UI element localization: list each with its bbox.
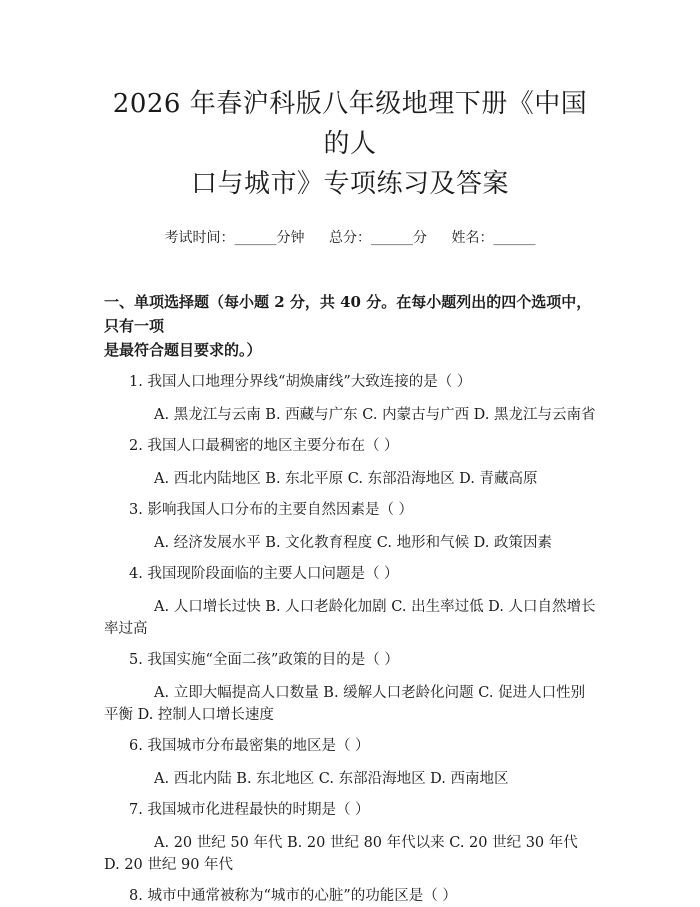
exam-meta xyxy=(104,228,596,248)
question-3 xyxy=(104,499,596,554)
question-stem: 5. 我国实施“全面二孩”政策的目的是（ ） xyxy=(129,652,399,668)
exam-name: 姓名：______ xyxy=(451,230,536,246)
question-5 xyxy=(104,649,596,726)
question-6 xyxy=(104,735,596,790)
title-line-1: 2026 年春沪科版八年级地理下册《中国的人 xyxy=(112,89,588,159)
question-4 xyxy=(104,563,596,640)
question-stem: 7. 我国城市化进程最快的时期是（ ） xyxy=(129,802,370,818)
question-stem: 8. 城市中通常被称为“城市的心脏”的功能区是（ ） xyxy=(129,888,457,904)
question-stem: 6. 我国城市分布最密集的地区是（ ） xyxy=(129,738,370,754)
exam-time: 考试时间：______分钟 xyxy=(164,230,305,246)
question-1 xyxy=(104,371,596,426)
section-heading-line-2: 是最符合题目要求的。） xyxy=(104,341,262,359)
question-8 xyxy=(104,885,596,907)
section-heading-line-1: 一、单项选择题（每小题 2 分，共 40 分。在每小题列出的四个选项中，只有一项 xyxy=(104,293,592,335)
question-options: A. 经济发展水平 B. 文化教育程度 C. 地形和气候 D. 政策因素 xyxy=(154,535,553,551)
question-7 xyxy=(104,799,596,876)
question-options: A. 20 世纪 50 年代 B. 20 世纪 80 年代以来 C. 20 世纪 30 年代 D. 20 世纪 90 年代 xyxy=(104,835,578,873)
title-line-2: 口与城市》专项练习及答案 xyxy=(190,169,509,199)
exam-score: 总分：______分 xyxy=(329,230,427,246)
question-options: A. 西北内陆地区 B. 东北平原 C. 东部沿海地区 D. 青藏高原 xyxy=(154,471,538,487)
question-options: A. 立即大幅提高人口数量 B. 缓解人口老龄化问题 C. 促进人口性别平衡 D. 控制人口增长速度 xyxy=(104,685,586,723)
question-stem: 4. 我国现阶段面临的主要人口问题是（ ） xyxy=(129,566,399,582)
question-options: A. 人口增长过快 B. 人口老龄化加剧 C. 出生率过低 D. 人口自然增长率过高 xyxy=(104,599,596,637)
question-2 xyxy=(104,435,596,490)
question-options: A. 西北内陆 B. 东北地区 C. 东部沿海地区 D. 西南地区 xyxy=(154,771,509,787)
document-title xyxy=(104,0,596,204)
question-stem: 3. 影响我国人口分布的主要自然因素是（ ） xyxy=(129,502,414,518)
section-heading xyxy=(104,290,596,362)
question-stem: 1. 我国人口地理分界线“胡焕庸线”大致连接的是（ ） xyxy=(129,374,472,390)
question-stem: 2. 我国人口最稠密的地区主要分布在（ ） xyxy=(129,438,399,454)
question-options: A. 黑龙江与云南 B. 西藏与广东 C. 内蒙古与广西 D. 黑龙江与云南省 xyxy=(154,407,596,423)
